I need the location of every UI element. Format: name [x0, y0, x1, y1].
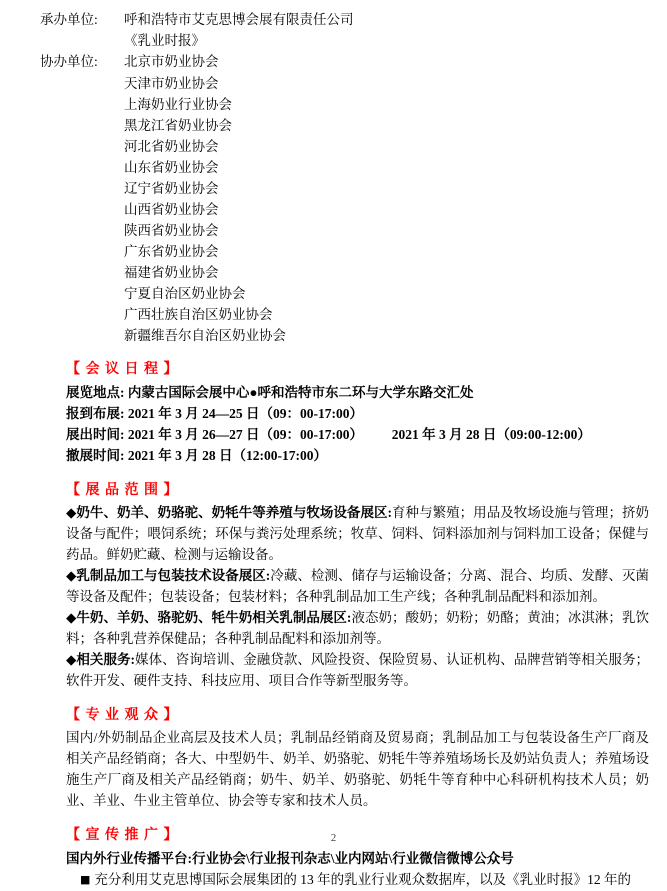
co-organizer-block [40, 52, 649, 347]
list-item: 陕西省奶业协会 [124, 223, 219, 239]
scope-item-head: ◆相关服务: [66, 651, 136, 667]
scope-item-head: ◆奶牛、奶羊、奶骆驼、奶牦牛等养殖与牧场设备展区: [66, 505, 392, 521]
organizer-sub: 《乳业时报》 [124, 32, 205, 48]
list-item: 山东省奶业协会 [124, 159, 219, 175]
page-number: 2 [330, 831, 337, 844]
co-organizer-label: 协办单位: [40, 53, 98, 69]
scope-item-head: ◆乳制品加工与包装技术设备展区: [66, 568, 271, 584]
list-item: 天津市奶业协会 [124, 75, 219, 91]
teardown-label: 撤展时间: [66, 447, 125, 463]
section-title-schedule: 【 会 议 日 程 】 [66, 362, 179, 378]
promo-platform-title: 国内外行业传播平台: [66, 850, 192, 866]
scope-item [66, 503, 649, 566]
venue-line [66, 383, 649, 404]
scope-block [40, 503, 649, 691]
scope-item-body: 液态奶；酸奶；奶粉；奶酪；黄油；冰淇淋；乳饮料；各种乳营养保健品；各种乳制品配料和添加剂等。 [66, 610, 649, 646]
exhibit-value-second: 2021 年 3 月 28 日（09:00-12:00） [391, 426, 591, 442]
list-item: 广东省奶业协会 [124, 244, 219, 260]
exhibit-label: 展出时间: [66, 426, 125, 442]
scope-item-body: 冷藏、检测、储存与运输设备；分离、混合、均质、发酵、灭菌等设备及配件；包装设备；包装材料；各种乳制品加工生产线；各种乳制品配料和添加剂。 [66, 568, 649, 605]
teardown-value: 2021 年 3 月 28 日（12:00-17:00） [127, 447, 327, 463]
co-organizer-row [40, 52, 649, 73]
list-item: 福建省奶业协会 [124, 265, 219, 281]
promo-platform-value: 行业协会\行业报刊杂志\业内网站\行业微信微博公众号 [192, 850, 514, 866]
square-bullet-icon: ■ [80, 872, 91, 886]
list-item: 黑龙江省奶业协会 [124, 117, 232, 133]
list-item: 辽宁省奶业协会 [124, 181, 219, 196]
promo-bullet-text: 充分利用艾克思博国际会展集团的 13 年的乳业行业观众数据库，以及《乳业时报》12 年的 [94, 871, 632, 887]
section-title-audience: 【 专 业 观 众 】 [66, 707, 179, 723]
setup-line [66, 404, 649, 425]
schedule-block [66, 383, 649, 467]
scope-item [66, 608, 649, 650]
scope-item-body: 媒体、咨询培训、金融贷款、风险投资、保险贸易、认证机构、品牌营销等相关服务；软件开发、硬件支持、科技应用、项目合作等新型服务等。 [66, 651, 649, 688]
organizer-label: 承办单位: [40, 12, 98, 27]
scope-item [66, 566, 649, 608]
scope-item-body: 育种与繁殖；用品及牧场设施与管理；挤奶设备与配件；喂饲系统；环保与粪污处理系统；牧草、饲料、饲料添加剂与饲料加工设备；保健与药品。鲜奶贮藏、检测与运输设备。 [66, 505, 649, 563]
co-organizer-item: 北京市奶业协会 [124, 53, 219, 69]
audience-text: 国内/外奶制品企业高层及技术人员；乳制品经销商及贸易商；乳制品加工与包装设备生产厂商及相关产品经销商；各大、中型奶牛、奶羊、奶骆驼、奶牦牛等养殖场场长及奶站负责人；养殖场设施生产厂商及相关产品经销商；奶牛、奶羊、奶骆驼、奶牦牛等育种中心科研机构技术人员；奶业、羊业、牛业主管单位、协会等专家和技术人员。 [66, 730, 649, 809]
scope-item [66, 650, 649, 692]
list-item: 河北省奶业协会 [124, 138, 219, 154]
organizer-block [40, 10, 649, 52]
exhibit-line [66, 425, 649, 446]
organizer-row [40, 10, 649, 31]
teardown-line [66, 446, 649, 467]
venue-value: 内蒙古国际会展中心●呼和浩特市东二环与大学东路交汇处 [127, 385, 474, 401]
venue-label: 展览地点: [66, 385, 125, 401]
promo-bullet-line [80, 870, 649, 891]
scope-item-head: ◆牛奶、羊奶、骆驼奶、牦牛奶相关乳制品展区: [66, 610, 352, 626]
setup-label: 报到布展: [66, 405, 125, 421]
exhibit-value: 2021 年 3 月 26—27 日（09：00-17:00） [127, 426, 363, 442]
list-item: 山西省奶业协会 [124, 202, 219, 218]
section-title-promotion: 【 宣 传 推 广 】 [66, 828, 179, 844]
section-title-scope: 【 展 品 范 围 】 [66, 482, 179, 498]
co-organizer-list [124, 73, 649, 347]
list-item: 上海奶业行业协会 [124, 96, 232, 112]
list-item: 新疆维吾尔自治区奶业协会 [124, 328, 286, 344]
setup-value: 2021 年 3 月 24—25 日（09：00-17:00） [127, 405, 363, 421]
list-item: 宁夏自治区奶业协会 [124, 286, 246, 302]
promo-platform-line [66, 849, 649, 870]
list-item: 广西壮族自治区奶业协会 [124, 307, 273, 323]
organizer-value: 呼和浩特市艾克思博会展有限责任公司 [124, 12, 354, 27]
